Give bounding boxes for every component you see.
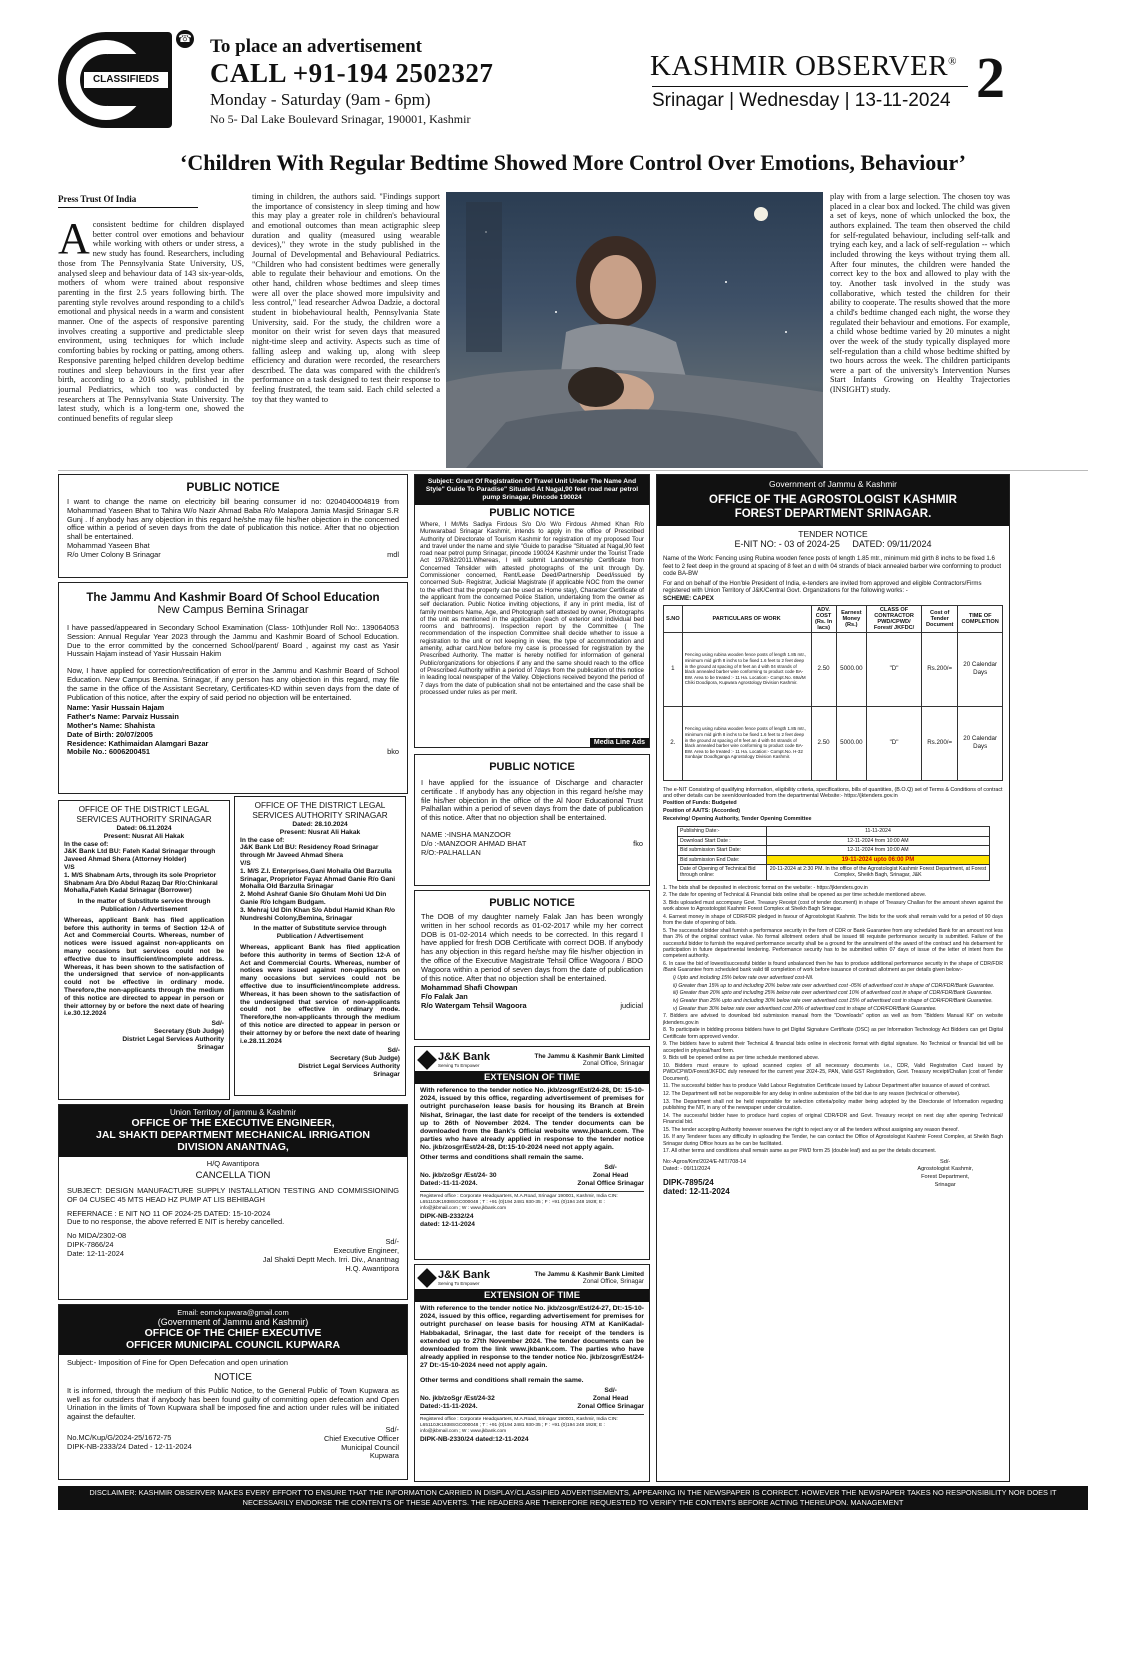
- jk2-office: [534, 1271, 644, 1285]
- jk1-other: Other terms and conditions shall remain the same.: [420, 1153, 584, 1161]
- public-notice-dob: [414, 890, 650, 1040]
- agro-col-header: TIME OF COMPLETION: [958, 605, 1003, 632]
- agro-body: [657, 555, 1009, 1196]
- jalshakti-cancel: CANCELLA TION: [195, 1170, 271, 1181]
- agro-footer: [663, 1159, 1003, 1197]
- jk2-ref: No. jkb/zoSgr /Est/24-32 Dated:-11-11-2024.: [420, 1395, 495, 1411]
- jalshakti-title1: OFFICE OF THE EXECUTIVE ENGINEER,: [131, 1117, 335, 1129]
- jalshakti-due: Due to no response, the above referred E NIT is hereby cancelled.: [67, 1217, 285, 1227]
- jalshakti-title3: DIVISION ANANTNAG,: [177, 1141, 289, 1153]
- kupwara-notice-title: NOTICE: [214, 1371, 252, 1383]
- pn2-title: PUBLIC NOTICE: [489, 761, 575, 773]
- notice-sign-address: R/o Umer Colony B Srinagar: [67, 549, 161, 559]
- dlsa2-case: In the case of:: [240, 836, 285, 844]
- agro-table-cell: 2.50: [811, 632, 836, 706]
- agro-term-item: iv) Greater than 25% upto and including 30% below rate over advertised cost 15% of advertised cost in shape of CDR/FDR/Bank Guarantee.: [673, 998, 993, 1005]
- paper-name: KASHMIR OBSERVER®: [650, 50, 958, 82]
- jk1-title: EXTENSION OF TIME: [415, 1071, 649, 1084]
- agro-date-row: [678, 864, 990, 880]
- agro-term-item: 6. In case the bid of lowest/successful bidder is found unbalanced then he has to produce additional performance security in the shape of CDR/FDR /Bank Guarantee from scheduled bank valid till completion of work before issuance of contract allotment as per details given below:-: [663, 961, 1003, 974]
- dlsa1-body: Whereas, applicant Bank has filed application before this authority in terms of Section 12-A of Act and Commercial Courts. Whereas, number of notices were issued against non-applicants on many occasions but services could not be effective due to insufficient/incomplete address. Whereas, it has been shown to the satisfaction of the undersigned that service of non-applicants could not be effective in ordinary mode. Therefore,the non-applicants through the medium of this notice are directed to appear in person or their attorney by or before the next date of hearing i.e.30.12.2024: [64, 916, 224, 1018]
- agro-term-item: i) Upto and including 15% below rate over advertised cost-Nil.: [673, 974, 814, 981]
- article-divider: [58, 470, 1088, 471]
- jalshakti-top: Union Territory of jammu & Kashmir: [169, 1108, 297, 1117]
- kupwara-body: [59, 1355, 407, 1465]
- jalshakti-header: [59, 1105, 407, 1157]
- jkbose-f3: Mother's Name: Shahista: [67, 720, 156, 730]
- dlsa2-sign: Sd/- Secretary (Sub Judge) District Legal Services Authority Srinagar: [298, 1047, 400, 1078]
- jkbose-f4: Date of Birth: 20/07/2005: [67, 729, 153, 739]
- pn3-body: The DOB of my daughter namely Falak Jan has been wrongly written in her school records as 01-02-2017 while my her correct DOB is 01-02-2014 which needs to be corrected. In this regard I have applied for fresh DOB Certificate with correct DOB. If anybody has any objection in this regard he/she may file his/her objection in the office of the Executive Magistrate Tehsil Office Wagoora / BDO Wagoora within a period of seven days from the date of publication of this notice. After that no objection shall be entertained.: [421, 912, 643, 983]
- agro-table-row: [664, 632, 1003, 706]
- jk2-other: Other terms and conditions shall remain the same.: [420, 1376, 584, 1384]
- agro-intro: For and on behalf of the Hon'ble President of India, e-tenders are invited from approved and eligible Contractors/Firms registered with Union Territory of J&K/Central Govt. Organizations for the following works: -: [663, 579, 982, 595]
- agro-terms: [663, 885, 1003, 1155]
- jk2-dipk: DIPK-NB-2330/24 dated:12-11-2024: [420, 1436, 529, 1444]
- jal-shakti-notice: [58, 1104, 408, 1300]
- jk1-office: [534, 1053, 644, 1067]
- jalshakti-no: No MIDA/2302-08 DIPK-7866/24 Date: 12-11-2024: [67, 1231, 127, 1258]
- travel-title: PUBLIC NOTICE: [489, 507, 575, 519]
- agro-table-cell: 20 Calendar Days: [958, 706, 1003, 780]
- pn3-n1: Mohammad Shafi Chowpan: [421, 983, 518, 993]
- agro-term-item: 5. The successful bidder shall furnish a performance security in the form of CDR or Bank Guarantee from any scheduled Bank for an amount not less than 3% of the original contract value. No formal allotment orders shall be issued till requisite performance security is submitted. Failure of the successful bidder to furnish the required performance security shall be a ground for the annulment of the award of the contract and his debarment for participation in future departmental tendering. Performance security has to be submitted within 07 days of issue of the letter of intent from the competent authority.: [663, 928, 1003, 960]
- agro-funds: Position of Funds: Budgeted: [663, 799, 737, 806]
- agro-term-item: 11. The successful bidder has to produce Valid Labour Registration Certificate issued by Labour Department after issuance of award of contract.: [663, 1083, 991, 1090]
- dlsa1-parties: J&K Bank Ltd BU: Fateh Kadal Srinagar through Javeed Ahmad Shera (Attorney Holder) V/S 1. M/S Shabnam Arts, through its sole Proprietor Shabnam Ara D/o Abdul Razaq Dar R/o:Chinkaral Mohalla,Fateh Kadal Srinagar (Borrower): [64, 848, 218, 895]
- article-column-3: play with from a large selection. The chosen toy was placed in a clear box and locked. The child was given a set of keys, none of which unlocked the box, the authors explained. The team then observed the child for self-regulated behaviour, including self-talk and trying each key, and a lack of self-regulation -- which included throwing the keys without trying them all. After four minutes, the children were handed the correct key to the box and allowed to play with the toy. Another task involved in the study was collaborative, which tested the children for their ability to cooperate. The results showed that the more a child's bedtime changed each night, the worse they regulated their behaviour and emotions. For example, a child whose bedtime varied by 20 minutes a night over the week of the study typically displayed more self-regulation than a child whose bedtime shifted by two hours across the week. The children participants were a part of the university's Intervention Nurses Start Infants Growing on Healthy Trajectories (INSIGHT) study.: [830, 192, 1010, 395]
- classifieds-logo: [58, 32, 172, 128]
- agro-table-cell: "D": [867, 632, 922, 706]
- article-headline: ‘Children With Regular Bedtime Showed More Control Over Emotions, Behaviour’: [180, 150, 966, 175]
- agro-term-item: ii) Greater than 15% up to and including 20% below rate over advertised cost -05% of advertised cost in shape of CDR/FDR/Bank Guarantee.: [673, 982, 995, 989]
- article-photo: [446, 192, 823, 468]
- kupwara-govt: (Government of Jammu and Kashmir): [157, 1317, 309, 1327]
- jkbose-tag: bko: [387, 747, 399, 757]
- agro-table-cell: 20 Calendar Days: [958, 632, 1003, 706]
- agro-term-item: iii) Greater than 20% upto and including 25% below rate over advertised cost 10% of advertised cost in shape of CDR/FDR/Bank Guarantee.: [673, 990, 993, 997]
- jkbose-f6: Mobile No.: 6006200451: [67, 747, 150, 757]
- agro-col-header: PARTICULARS OF WORK: [682, 605, 811, 632]
- dlsa1-matter: In the matter of Substitute service through Publication / Advertisement: [77, 898, 211, 913]
- jk1-sign: Sd/- Zonal Head Zonal Office Srinagar: [577, 1164, 644, 1188]
- agro-date-cell: Date of Opening of Technical Bid through online:: [678, 864, 767, 880]
- agro-term-item: 4. Earnest money in shape of CDR/FDR pledged in favour of Agrostologist Kashmir. The bids for the work shall remain valid for a period of 90 days from the date of opening of bids.: [663, 914, 1003, 927]
- photo-illustration: [446, 192, 823, 468]
- agro-header: [657, 475, 1009, 526]
- pn3-title: PUBLIC NOTICE: [489, 897, 575, 909]
- pn2-n3: R/O:-PALHALLAN: [421, 847, 481, 857]
- notice-tag: mdl: [387, 549, 399, 559]
- agro-term-item: 9. Bids will be opened online as per time schedule mentioned above.: [663, 1055, 820, 1062]
- agro-table-cell: 1: [664, 632, 683, 706]
- jalshakti-footer: [67, 1232, 399, 1273]
- travel-notice: [414, 474, 650, 748]
- travel-tag: Media Line Ads: [590, 738, 649, 747]
- agro-term-item: 15. The tender accepting Authority however reserves the right to reject any or all the tenders without assigning any reason thereof.: [663, 1126, 959, 1133]
- agro-term-item: v) Greater than 30% below rate over advertised cost 20% of advertised cost in shape of CDR/FDR/Bank Guarantee.: [673, 1005, 937, 1012]
- jk1-bank-name: J&K Bank: [438, 1051, 490, 1063]
- jk2-title: EXTENSION OF TIME: [415, 1289, 649, 1302]
- kupwara-header: [59, 1305, 407, 1355]
- agro-term-item: 1. The bids shall be deposited in electronic format on the website: - https://jktenders.gov.in: [663, 884, 868, 891]
- agro-col-header: S.NO: [664, 605, 683, 632]
- masthead: [58, 28, 1088, 132]
- jkbose-p2: Now, I have applied for correction/rectification of error in the Jammu and Kashmir Board of School Education. New Campus Bemina. Srinagar, if any person has any objection in this regard, may file the same in the office of the Assistant Secretary, Certificates-KD within seven days from the date of Publication of this notice, after the expiry of said period no objection will be entertained.: [67, 666, 399, 702]
- public-notice-electricity: [58, 474, 408, 578]
- jkbose-last-row: [67, 748, 399, 757]
- jk2-reg: Registered office : Corporate Headquarters, M.A.Road, Srinagar 190001, Kashmir, India CIN: L65110JK1938SGC000048 ; T : +91 (0)194 2481 930-35 ; F : +91 (0)194 248 1928; E : info@jkbmail.com ; W : www.jkbank.com: [420, 1414, 644, 1434]
- agro-table-header: [664, 605, 1003, 632]
- pn3-n3: R/o Watergam Tehsil Wagoora: [421, 1000, 527, 1010]
- jk2-right2: Zonal Office, Srinagar: [582, 1277, 644, 1285]
- agro-aats: Position of AA/TS: (Accorded): [663, 807, 741, 814]
- agro-title1: OFFICE OF THE AGROSTOLOGIST KASHMIR: [709, 494, 957, 506]
- agro-date-cell: Download Start Date :: [678, 836, 767, 845]
- agro-term-item: 14. The successful bidder have to produce hard copies of original CDR/FDR and Govt. Treasury receipt on next day after opening Technical/ Financial bid.: [663, 1112, 1003, 1125]
- phone-icon: ☎: [176, 30, 194, 48]
- paper-rule: [652, 86, 968, 87]
- jk1-right2: Zonal Office, Srinagar: [582, 1059, 644, 1067]
- dlsa2-dated: Dated: 28.10.2024: [292, 821, 348, 828]
- agro-term-item: 12. The Department will not be responsible for any delay in online submission of the bid due to any reason (technical or otherwise).: [663, 1091, 961, 1098]
- kupwara-sign: Sd/- Chief Executive Officer Municipal Council Kupwara: [323, 1424, 399, 1461]
- page-number: 2: [976, 45, 1005, 110]
- jkbank-notice-1: [414, 1046, 650, 1260]
- agro-table-row: [664, 706, 1003, 780]
- jalshakti-title2: JAL SHAKTI DEPARTMENT MECHANICAL IRRIGATION: [96, 1129, 370, 1141]
- agro-term-item: 9. The bidders have to submit their Technical & financial bids online in electronic format with digital signature. No Technical or financial bid will be accepted in physical/hard form.: [663, 1041, 1003, 1054]
- dlsa2-parties: J&K Bank Ltd BU: Residency Road Srinagar through Mr Javeed Ahmad Shera V/S 1. M/S Z.I. Enterprises,Gani Mohalla Old Barzulla Srinagar, Proprietor Fayaz Ahmad Ganie R/o Gani Mohalla Old Barzulla Srinagar 2. Mohd Ashraf Ganie S/o Ghulam Mohi Ud Din Ganie R/o Ichgam Budgam. 3. Mehraj Ud Din Khan S/o Abdul Hamid Khan R/o Nundreshi Colony,Bemina, Srinagar: [240, 844, 396, 922]
- dlsa1-dated: Dated: 06.11.2024: [116, 825, 172, 832]
- agro-sign: Sd/- Agrostologist Kashmir, Forest Department, Srinagar: [917, 1158, 973, 1189]
- jk1-dipk: DIPK-NB-2332/24 dated: 12-11-2024: [420, 1213, 475, 1229]
- dlsa-notice-2: [234, 796, 406, 1096]
- kupwara-footer: [67, 1426, 399, 1461]
- dlsa1-sign: Sd/- Secretary (Sub Judge) District Legal Services Authority Srinagar: [122, 1020, 224, 1051]
- agro-no: No:-Agros/Kmr/2024/E-NIT/708-14 Dated: - 09/11/2024: [663, 1158, 746, 1173]
- jalshakti-sub: H/Q Awantipora: [206, 1159, 260, 1168]
- dlsa-notice-1: [58, 800, 230, 1100]
- agro-table-cell: 5000.00: [836, 632, 866, 706]
- agro-table-cell: Fencing using rubina wooden fence posts of length 1.85 mtr., minimum mid girth 8 inchs to be fixed 1.6 feet to 2 feet deep in the ground at spacing of 8 feet an d with 04 strands of black annealed barber wire conforming to product code BA-BW. Area to be treated :- 11 Ha. Location:- Compt.No. 69a/M Chiki Doodipora, Kupwara Agrostology Division Kashmir.: [682, 632, 811, 706]
- pn3-tag: judicial: [620, 1000, 643, 1010]
- article-text-1: consistent bedtime for children displayed better control over emotions and behaviour while working with others or under stress, a new study has found. Researchers, including those from The Pennsylvania State University, US, analysed sleep and behaviour data of 143 six-year-olds, mothers of whom were trained about responsive parenting in the first 2.5 years following birth. The parenting style revolves around responding to a child's emotional and physical needs in a warm and consistent manner. One of the aspects of responsive parenting involves creating a supportive and predictable sleep environment, using techniques for which include comforting babies by rocking or patting, among others. Responsive parenting helped children develop bedtime routines and sleep behaviours in the first year after birth, according to a 2016 study, published in the journal Pediatrics, which too was conducted by researchers at The Pennsylvania State University. The latest study, which is a long-term one, showed the continued benefits of regular sleep: [58, 220, 244, 424]
- agro-dipk: DIPK-7895/24 dated: 12-11-2024: [663, 1178, 730, 1197]
- dlsa2-matter: In the matter of Substitute service through Publication / Advertisement: [253, 925, 387, 941]
- jkbose-f1: Name: Yasir Hussain Hajam: [67, 703, 165, 713]
- jkbose-f5: Residence: Kathimaidan Alamgari Bazar: [67, 738, 209, 748]
- dlsa1-present: Present: Nusrat Ali Hakak: [103, 832, 185, 840]
- pn2-body: I have applied for the issuance of Discharge and character certificate . If anybody has any objection in this regard he/she may file his/her objection in the office of the Al Noor Educational Trust Palhallan within a period of seven days from the date of publication of this notice. After that no objection shall be entertained.: [421, 778, 643, 823]
- agro-term-item: 2. The date for opening of Technical & Financial bids online shall be opened as per time schedule mentioned above.: [663, 892, 927, 899]
- agro-col-header: ADV. COST (Rs. In lacs): [811, 605, 836, 632]
- jk1-footer: [420, 1164, 644, 1188]
- notice-title: PUBLIC NOTICE: [186, 480, 280, 494]
- pn3-row: [421, 1002, 643, 1011]
- jk2-logo: [420, 1269, 490, 1286]
- kupwara-title2: OFFICER MUNICIPAL COUNCIL KUPWARA: [125, 1339, 341, 1351]
- agro-govt: Government of Jammu & Kashmir: [768, 479, 897, 489]
- agro-col-header: Cost of Tender Document: [922, 605, 958, 632]
- ad-address: No 5- Dal Lake Boulevard Srinagar, 190001, Kashmir: [210, 112, 471, 126]
- ad-line1: To place an advertisement: [210, 36, 422, 57]
- jk2-sign: Sd/- Zonal Head Zonal Office Srinagar: [577, 1387, 644, 1411]
- agro-term-item: 8. To participate in bidding process bidders have to get Digital Signature Certificate (DSC) as per Information Technology Act Bidders can get Digital Certificate form approved vendor.: [663, 1027, 1003, 1040]
- jk1-right1: The Jammu & Kashmir Bank Limited: [534, 1052, 644, 1060]
- drop-cap: A: [58, 220, 90, 263]
- jk2-right1: The Jammu & Kashmir Bank Limited: [534, 1270, 644, 1278]
- pn2-n2: D/o :-MANZOOR AHMAD BHAT: [421, 838, 527, 848]
- dlsa2-body: Whereas, applicant Bank has filed application before this authority in terms of Section 12-A of Act and Commercial Courts. Whereas, number of notices were issued against non-applicants on many occasions but services could not be effective due to insufficient/incomplete address. Whereas, it has been shown to the satisfaction of the undersigned that service of non-applicants could not be effective in ordinary mode. Therefore,the non-applicants through the medium of this notice are directed to appear in person or their attorney by or before the next date of hearing i.e.28.11.2024: [240, 943, 400, 1045]
- kupwara-text: It is informed, through the medium of this Public Notice, to the General Public of Town Kupwara as well as for outsiders that if anybody has been found guilty of committing open defecation and Open Urination in the limits of Town Kupwara shall be imposed fine and action under rules will be initiated against the defaulter.: [67, 1385, 399, 1422]
- agro-date-cell: 12-11-2024 from 10:00 AM: [767, 846, 990, 855]
- agro-tender: TENDER NOTICE: [798, 529, 868, 539]
- jk2-tagline: Serving To Empower: [438, 1281, 480, 1286]
- jk2-bank-name: J&K Bank: [438, 1269, 490, 1281]
- dlsa1-case: In the case of:: [64, 840, 109, 848]
- agro-date-cell: 20-11-2024 at 2:30 PM. In the office of the Agrostologist Kashmir Forest Department, at Forest Complex, Sheikh Bagh, Srinagar, J&K: [767, 864, 990, 880]
- ad-phone: CALL +91-194 2502327: [210, 58, 494, 88]
- jk-bank-icon: [417, 1050, 437, 1070]
- jalshakti-sign: Sd/- Executive Engineer, Jal Shakti Deptt Mech. Irri. Div., Anantnag H.Q. Awantipora: [262, 1237, 399, 1273]
- jk2-body: With reference to the tender notice No. jkb/zosgr/Est/24-27, Dt:-15-10-2024, issued by this office, regarding advertisement for premises for outright purchase/ on lease basis for housing ATM at KaniKadal-Habbakadal, Srinagar, the last date for receipt of the tenders is extended up to 27th November 2024. The tender documents can be downloaded from the link www.jkbank.com. The parties who have already applied in response to the tender notice No. jkb/zosgr/Est/24-27 Dt:-15-10-2024 need not apply again.: [420, 1305, 644, 1370]
- jalshakti-ref: REFERNACE : E NIT NO 11 OF 2024-25 DATED: 15-10-2024: [67, 1208, 271, 1218]
- agro-term-item: 10. Bidders must ensure to upload scanned copies of all necessary documents i.e., CDR, Valid Registration Card issued by PWD/CPWD/Forest/JKFDC duly renewed for the current year 2024-25, PAN, Valid GST Registration, Govt. Treasury receipt/Challan (cost of Tender Document).: [663, 1063, 1003, 1082]
- article-byline: Press Trust Of India: [58, 194, 137, 204]
- agro-date-row: [678, 836, 990, 845]
- travel-subject: Subject: Grant Of Registration Of Travel Unit Under The Name And Style" Guide To Paradise" Situated At Nagal,90 feet road near petrol pump Srinagar, Pincode 190024: [415, 475, 649, 505]
- agro-date-cell: Publishing Date:-: [678, 827, 767, 836]
- agro-date-cell: Bid submission Start Date:: [678, 846, 767, 855]
- travel-body: Where, I Mr/Ms Sadiya Firdous S/o D/o W/o Firdous Ahmed Khan R/o Munwarabad Srinagar Kashmir, intends to apply in the office of Prescribed Authority of Directorate of Tourism Kashmir for registration of my proposed Tour and travel under the name and style "Guide to paradise "Situated at Nagal,90 feet road near petrol pump Srinagar, pincode 190024 Kashmir under the Tourist Trade Act 1978/82/2011.Whereas, I will submit Landownership Certificate from Concerned Tehsilder with attested photographs of the unit through Dy. Commissioner concerned, Rent/Lease Deed/Partnership Deed/issued by concerned Sub- Registrar, Judicial Magistrate (if applicable NOC from the owner to the effect that the property can be used as Home stay), Character Certificate of the applicant from the concerned Police Station, undertaking from the owner as self declaration. Public Notice inviting objections, if any in print media, list of family members Name, Age, and Photograph self attested by owner, Photographs of the unit as mentioned in the application (each of exterior and individual bed rooms and bathrooms). Inspection report by the Committee ( The recommendation of the inspection Committee shall decide whether to issue a registration to the unit or not keeping in view, the type of accommodation and amenity, adhar card.Now before my case is processed for registration by the Prescribed Authority. The matter is hereby notified for information of general Public/organizations for objections if any and the same should reach to the office of Prescribed Authority within a period of 7days from the publication of this notice in leading local newspaper of the Valley. Objections received beyond the period of 7 days from the date of publication shall not be entertained and the case shall be processed under rules as per merit.: [420, 521, 644, 696]
- agro-title2: FOREST DEPARTMENT SRINAGAR.: [734, 508, 932, 520]
- article-column-1: [58, 220, 244, 470]
- agro-date-row: [678, 846, 990, 855]
- agro-date-row: [678, 827, 990, 836]
- jk1-ref: No. jkb/zoSgr /Est/24- 30 Dated:-11-11-2024.: [420, 1172, 497, 1188]
- pn2-n1: NAME :-INSHA MANZOOR: [421, 829, 511, 839]
- agro-table-cell: Rs.200/=: [922, 706, 958, 780]
- jkbose-f2: Father's Name: Parvaiz Hussain: [67, 712, 179, 722]
- kupwara-no: No.MC/Kup/G/2024-25/1672-75 DIPK-NB-2333/24 Dated - 12-11-2024: [67, 1432, 192, 1451]
- jkbose-sub: New Campus Bemina Srinagar: [157, 604, 309, 616]
- agro-works-table: [663, 605, 1003, 781]
- dlsa2-title: OFFICE OF THE DISTRICT LEGAL SERVICES AUTHORITY SRINAGAR: [252, 801, 388, 820]
- dateline: Srinagar | Wednesday | 13-11-2024: [652, 90, 951, 111]
- agro-table-cell: 2.: [664, 706, 683, 780]
- jk1-body: With reference to the tender notice No. jkb/zosgr/Est/24-28, Dt: 15-10-2024, issued by this office, regarding advertisement of premises for outright purchase/on lease basis for housing its Branch at Brein Nishat, Srinagar, the last date for receipt of the tenders is extended up to 26th of November 2024. The tender documents can be downloaded from the Bank's Official website www.jkbank.com. The parties who have already applied in response to the tender notice No. jkb/zosgr/Est/24-28, Dt:15-10-2024 need not apply again.: [420, 1087, 644, 1152]
- jk1-tagline: Serving To Empower: [438, 1063, 480, 1068]
- agro-term-item: 13. The Department shall not be held responsible for selection criteria/policy matter being adopted by the Directorate of Information regarding publishing the NIT, in any of the newspaper under circulation.: [663, 1098, 1003, 1112]
- jalshakti-subject: SUBJECT: DESIGN MANUFACTURE SUPPLY INSTALLATION TESTING AND COMMISSIONING OF 04 CUSEC 45 MTS HEAD HZ PUMP AT LIS BEHIBAGH: [67, 1186, 399, 1204]
- notice-sign-name: Mohammad Yaseen Bhat: [67, 540, 150, 550]
- jkbose-notice: [58, 582, 408, 794]
- agro-term-item: 7. Bidders are advised to download bid submission manual from the "Downloads" option as well as from "Bidders Manual Kit" on website jktenders.gov.in: [663, 1013, 1003, 1026]
- agro-table-cell: 5000.00: [836, 706, 866, 780]
- agro-scheme: SCHEME: CAPEX: [663, 594, 714, 602]
- pn2-tag: fko: [633, 838, 643, 848]
- kupwara-subject: Subject:- Imposition of Fine for Open Defecation and open urination: [67, 1358, 289, 1367]
- dlsa1-title: OFFICE OF THE DISTRICT LEGAL SERVICES AUTHORITY SRINAGAR: [76, 805, 212, 824]
- ad-hours: Monday - Saturday (9am - 6pm): [210, 90, 431, 109]
- agro-table-cell: Rs.200/=: [922, 632, 958, 706]
- agro-term-item: 3. Bids uploaded must accompany Govt. Treasury Receipt (cost of tender document) in shape of Treasury Challan for the amount shown against the work above to Agrostologist Kashmir Forest Complex at Sheikh Bagh Srinagar.: [663, 900, 1003, 913]
- jk1-header: [420, 1051, 644, 1068]
- agro-table-cell: Fencing using rubina wooden fence posts of length 1.85 mtr., minimum mid girth 8 inchs to be fixed 1.6 feet to 2 feet deep in the ground at spacing of 8 feet an d with 04 strands of black annealed barber wire conforming to product code BA-BW. Area to be treated :- 11 Ha. Location:- Compt.No. H-32 Sonbajar Doodhganga Agrostology Division Kashmir.: [682, 706, 811, 780]
- byline-rule: [58, 207, 198, 208]
- kupwara-notice: [58, 1304, 408, 1480]
- jk1-logo: [420, 1051, 490, 1068]
- agro-date-cell: 11-11-2024: [767, 827, 990, 836]
- agro-dates-table: [677, 826, 990, 880]
- jkbank-notice-2: [414, 1264, 650, 1482]
- agro-term-item: 17. All other terms and conditions shall remain same as per PWD form 25 (double leaf) and as per the details document.: [663, 1148, 937, 1155]
- agro-table-cell: "D": [867, 706, 922, 780]
- disclaimer: DISCLAIMER: KASHMIR OBSERVER MAKES EVERY EFFORT TO ENSURE THAT THE INFORMATION CARRIED IN DISPLAY/CLASSIFIED ADVERTISEMENTS, APPEARING IN THE NEWSPAPER IS CORRECT. HOWEVER THE NEWSPAPER TAKES NO RESPONSIBILITY NOR DOES IT NECESSARILY ENDORSE THE CONTENTS OF THESE ADVERTS. THE READERS ARE THEREFORE REQUESTED TO VERIFY THE CONTENTS BEFORE ACTING THEREUPON. MANAGEMENT: [58, 1486, 1088, 1510]
- jkbose-title: The Jammu And Kashmir Board Of School Education: [86, 591, 380, 604]
- agro-enit: E-NIT NO: - 03 of 2024-25 DATED: 09/11/2024: [734, 539, 932, 549]
- notice-body: I want to change the name on electricity bill bearing consumer id no: 0204040004819 from Mohammad Yaseen Bhat to Tahira W/o Nazir Ahmad Baba R/o Malapora Jamia Masjid Srinagar S.R Gunj . If anybody has any objection in this regard he/she may file his/her objection in the concerned office within a period of seven days from the date of publication this notice. After that no objection shall be entertained.: [67, 497, 399, 542]
- agro-date-cell: 19-11-2024 upto 06:00 PM: [767, 855, 990, 864]
- agro-enit-note: The e-NIT Consisting of qualifying information, eligibility criteria, specifications, bills of quantities, (B.O.Q) set of Terms & Conditions of contract and other details can be seen/downloaded from the departmental Website:- https://jktenders.gov.in: [663, 786, 1003, 800]
- kupwara-email: Email: eomckupwara@gmail.com: [177, 1308, 289, 1317]
- dlsa2-present: Present: Nusrat Ali Hakak: [279, 828, 361, 836]
- public-notice-discharge: [414, 754, 650, 886]
- agro-col-header: Earnest Money (Rs.): [836, 605, 866, 632]
- classifieds-label: CLASSIFIEDS: [84, 72, 168, 88]
- jk-bank-icon: [417, 1268, 437, 1288]
- agro-table-cell: 2.50: [811, 706, 836, 780]
- jkbose-p1: I have passed/appeared in Secondary School Examination (Class- 10th)under Roll No:. 139064053 Session: Annual Regular Year 2023 through the Jammu and Kashmir Board of School Education. Due to the error committed by the concerned School/parent/ Board , against my cast as Yasir Hussain Hajam instead of Yasir Hussain Hakim: [67, 623, 399, 659]
- agro-date-cell: 12-11-2024 from 10:00 AM: [767, 836, 990, 845]
- jk2-header: [420, 1269, 644, 1286]
- agrostologist-notice: [656, 474, 1010, 1482]
- notice-sign-row: [67, 551, 399, 560]
- agro-date-row: [678, 855, 990, 864]
- kupwara-title1: OFFICE OF THE CHIEF EXECUTIVE: [144, 1327, 322, 1339]
- agro-date-cell: Bid submission End Date:: [678, 855, 767, 864]
- agro-term-item: 16. If any Tenderer faces any difficulty in uploading the Tender, he can contact the Office of Agrostologist Kashmir Forest Complex, at Sheikh Bagh Srinagar during Office hours as he can be facilitated.: [663, 1134, 1003, 1147]
- jk1-reg: Registered office : Corporate Headquarters, M.A.Road, Srinagar 190001, Kashmir, India CIN: L65110JK1938SGC000048 ; T : +91 (0)194 2481 930-35 ; F : +91 (0)194 248 1928; E : info@jkbmail.com ; W : www.jkbank.com: [420, 1191, 644, 1211]
- article-column-2: timing in children, the authors said. "Findings support the importance of consistency in sleep timing and how this may play a greater role in children's behavioural and emotional outcomes than mean actigraphic sleep duration and quality (measured using wearable devices)," they wrote in the study published in the Journal of Developmental and Behavioural Pediatrics. "Children who had consistent bedtimes were generally able to regulate their behaviour and emotions. On the other hand, children whose bedtimes and sleep times were all over the place showed more impulsivity and less control," lead researcher Adwoa Dadzie, a doctoral student in biobehavioural health, Pennsylvania State University, said. For the study, the children wore a monitor on their wrist for seven days that measured night-time sleep and activity. Aspects such as time of falling asleep and waking up, along with sleep efficiency and duration were recorded, the researchers described. The data was compared with the children's performance on a task designed to test their response to feeling frustrated, the team said. Each child selected a toy that they wanted to: [252, 192, 440, 404]
- agro-work: Name of the Work: Fencing using Rubina wooden fence posts of length 1.85 mtr., minimum mid girth 8 inchs to be fixed 1.6 feet to 2 feet deep in the ground at spacing of 8 feet an d with 04 strands of black annealed barber wire conforming to product code BA-BW: [663, 555, 1002, 578]
- jk2-footer: [420, 1387, 644, 1411]
- agro-sched: Receiving/ Opening Authority, Tender Opening Committee: [663, 815, 812, 822]
- pn3-n2: F/o Falak Jan: [421, 992, 468, 1002]
- agro-col-header: CLASS OF CONTRACTOR PWD/CPWD/ Forest/ JKFDC/: [867, 605, 922, 632]
- jalshakti-body: [59, 1187, 407, 1273]
